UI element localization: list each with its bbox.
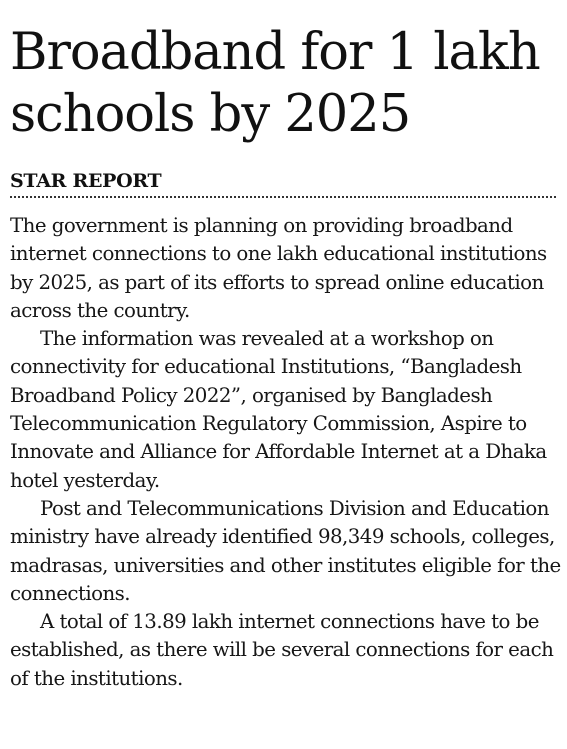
news-article — [10, 22, 560, 693]
paragraph-2: The information was revealed at a workshop on connectivity for educational Institutions, “Bangladesh Broadband Policy 2022”, organised by Bangladesh Telecommunication Regulatory Commission, Aspire to Innovate and Alliance for Affordable Internet at a Dhaka hotel yesterday. — [10, 327, 547, 492]
paragraph-3: Post and Telecommunications Division and Education ministry have already identified 98,349 schools, colleges, madrasas, universities and other institutes eligible for the connections. — [10, 496, 561, 605]
headline: Broadband for 1 lakh schools by 2025 — [10, 23, 540, 144]
article-body — [10, 212, 567, 693]
paragraph-1: The government is planning on providing broadband internet connections to one lakh educational institutions by 2025, as part of its efforts to spread online education across the country. — [10, 214, 547, 322]
byline: STAR REPORT — [10, 170, 162, 192]
paragraph-4: A total of 13.89 lakh internet connections have to be established, as there will be several connections for each of the institutions. — [10, 610, 554, 690]
dotted-divider — [10, 196, 556, 198]
